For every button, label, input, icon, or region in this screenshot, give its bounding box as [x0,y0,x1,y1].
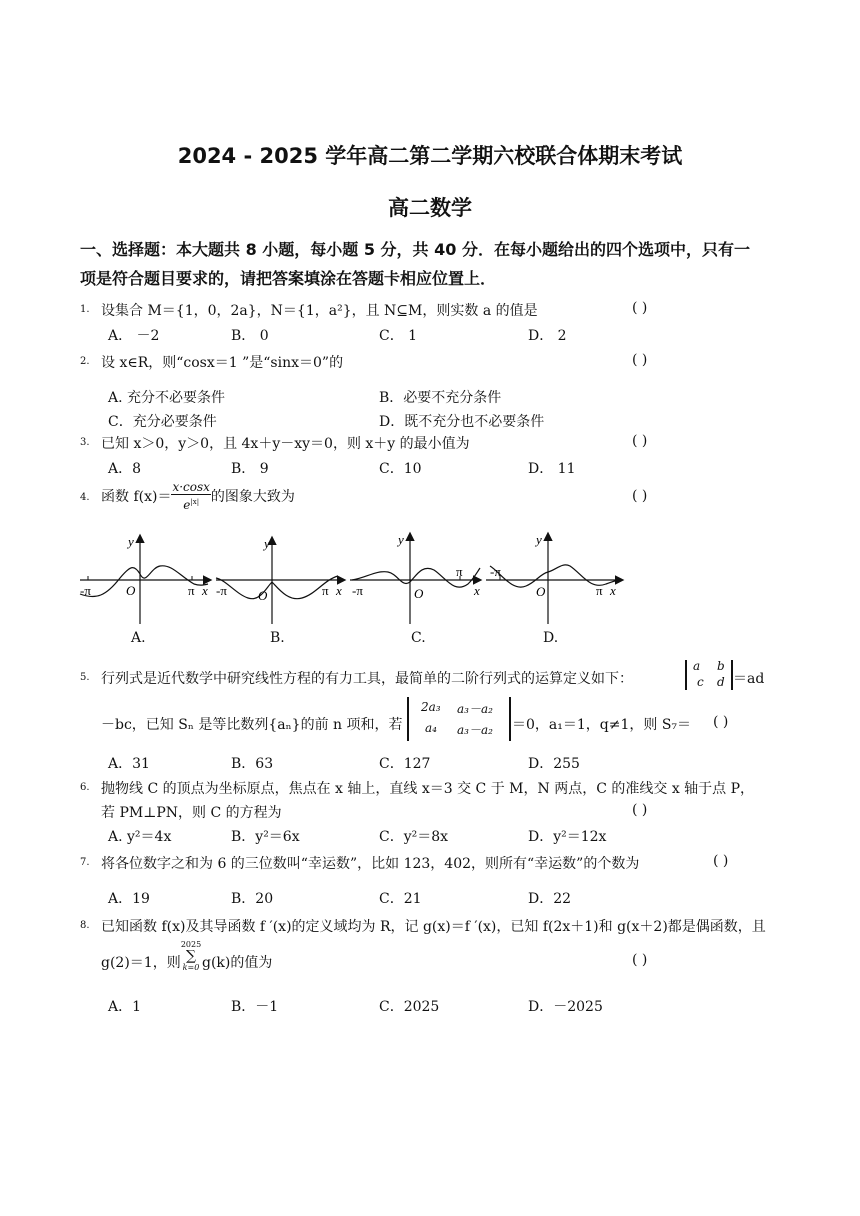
label-x: x [202,583,208,598]
question-number: 5. [80,672,90,683]
question-stem-line2-suffix: ＝0，a₁＝1，q≠1，则 S₇＝ [512,717,692,733]
subject-title: 高二数学 [388,196,472,220]
option-b: B．63 [231,756,274,772]
det-a: a [693,659,701,673]
question-stem-line1: 行列式是近代数学中研究线性方程的有力工具，最简单的二阶行列式的运算定义如下： [101,671,633,687]
question-number: 8. [80,920,90,931]
graph-c [350,532,480,624]
graph-options [76,528,636,628]
label-neg-pi: -π [216,583,227,598]
option-b: B．20 [231,891,274,907]
answer-paren: ( ) [713,714,729,730]
section-heading-line2: 项是符合题目要求的，请把答案填涂在答题卡相应位置上． [80,269,497,288]
option-a: A．8 [108,461,142,477]
label-pi: π [456,564,463,579]
question-stem: 将各位数字之和为 6 的三位数叫“幸运数”，比如 123，402，则所有“幸运数”的个数为 [101,856,640,872]
answer-paren: ( ) [632,802,648,818]
label-x: x [336,583,342,598]
option-d: D．－2025 [528,999,603,1015]
label-neg-pi: -π [80,583,91,598]
label-neg-pi: -π [490,564,501,579]
sum-upper: 2025 [180,940,202,949]
option-c: C．y²＝8x [379,829,449,845]
section-heading-line1: 一、选择题：本大题共 8 小题，每小题 5 分，共 40 分．在每小题给出的四个选项中，只有一 [80,240,750,259]
label-origin: O [258,588,268,603]
det-d: a₃－a₂ [457,723,493,737]
label-x: x [474,583,480,598]
exp-base: e [183,498,191,512]
label-neg-pi: -π [352,583,363,598]
answer-paren: ( ) [632,433,648,449]
fraction-numerator: x·cosx [172,480,210,494]
sum-lower: k=0 [182,963,200,972]
question-stem: 设集合 M＝{1，0，2a}，N＝{1，a²}，且 N⊆M，则实数 a 的值是 [101,303,538,319]
answer-paren: ( ) [632,488,648,504]
det-b: b [717,659,725,673]
exp-power: |x| [190,498,200,506]
option-a: A．31 [108,756,150,772]
question-number: 7. [80,857,90,868]
option-a: A．19 [108,891,150,907]
option-b: B． 0 [231,328,269,344]
option-a: A．1 [108,999,142,1015]
graph-b [216,536,344,624]
option-a: A． －2 [108,328,160,344]
option-a: A. [131,630,146,646]
label-pi: π [188,583,195,598]
option-d: D．既不充分也不必要条件 [379,414,545,430]
question-stem-line2: g(2)＝1，则 [101,955,181,971]
fraction-denominator [171,495,210,512]
option-d: D．22 [528,891,572,907]
det-c: a₄ [425,721,437,735]
label-y: y [128,534,134,549]
det-d: d [717,675,725,689]
label-y: y [536,532,542,547]
question-stem [101,480,295,512]
option-c: C．2025 [379,999,440,1015]
question-stem: 设 x∈R，则“cosx＝1 ”是“sinx＝0”的 [101,355,344,371]
question-stem: 已知 x＞0，y＞0，且 4x＋y－xy＝0，则 x＋y 的最小值为 [101,436,470,452]
answer-paren: ( ) [713,853,729,869]
option-c: C．21 [379,891,422,907]
section-heading [80,235,780,293]
label-origin: O [536,584,546,599]
stem-prefix: 函数 f(x)＝ [101,489,172,505]
option-c: C. [411,630,426,646]
question-number: 1. [80,304,90,315]
question-number: 3. [80,437,90,448]
option-d: D．255 [528,756,580,772]
option-a: A. y²＝4x [108,829,172,845]
label-pi: π [596,583,603,598]
question-stem-line2: －bc，已知 Sₙ 是等比数列{aₙ}的前 n 项和，若 [101,717,403,733]
answer-paren: ( ) [632,352,648,368]
option-c: C．充分必要条件 [108,414,217,430]
exam-title: 2024 - 2025 学年高二第二学期六校联合体期末考试 [177,144,683,168]
label-pi: π [322,583,329,598]
determinant-definition [685,660,733,690]
sum-sign: ∑ [186,948,196,964]
stem-suffix: 的图象大致为 [210,489,295,505]
label-origin: O [414,586,424,601]
question-stem-line2-suffix: g(k)的值为 [202,955,273,971]
answer-paren: ( ) [632,952,648,968]
option-b: B．y²＝6x [231,829,300,845]
answer-paren: ( ) [632,300,648,316]
question-number: 4. [80,492,90,503]
option-b: B．－1 [231,999,279,1015]
det-c: c [697,675,704,689]
option-b: B. [270,630,285,646]
option-d: D．y²＝12x [528,829,607,845]
option-d: D. [543,630,559,646]
function-fraction [171,480,210,512]
option-c: C．10 [379,461,422,477]
option-c: C．127 [379,756,431,772]
label-origin: O [126,583,136,598]
option-d: D． 11 [528,461,576,477]
determinant-condition [407,697,511,741]
graph-a [80,534,210,624]
label-y: y [398,532,404,547]
option-b: B． 9 [231,461,269,477]
question-stem-line1: 已知函数 f(x)及其导函数 f ′(x)的定义域均为 R，记 g(x)＝f ′(x)，已知 f(2x＋1)和 g(x＋2)都是偶函数，且 [101,919,766,935]
graph-d [486,532,622,624]
label-x: x [610,583,616,598]
question-stem-line2: 若 PM⊥PN，则 C 的方程为 [101,805,282,821]
question-number: 2. [80,356,90,367]
det-b: a₃－a₂ [457,702,493,716]
option-d: D． 2 [528,328,567,344]
option-b: B．必要不充分条件 [379,390,502,406]
det-a: 2a₃ [421,700,441,714]
option-c: C． 1 [379,328,418,344]
label-y: y [264,536,270,551]
det-result: ＝ad [733,671,765,687]
question-number: 6. [80,782,90,793]
question-stem-line1: 抛物线 C 的顶点为坐标原点，焦点在 x 轴上，直线 x＝3 交 C 于 M，N 两点，C 的准线交 x 轴于点 P， [101,781,755,797]
option-a: A. 充分不必要条件 [108,390,226,406]
summation [180,940,202,972]
